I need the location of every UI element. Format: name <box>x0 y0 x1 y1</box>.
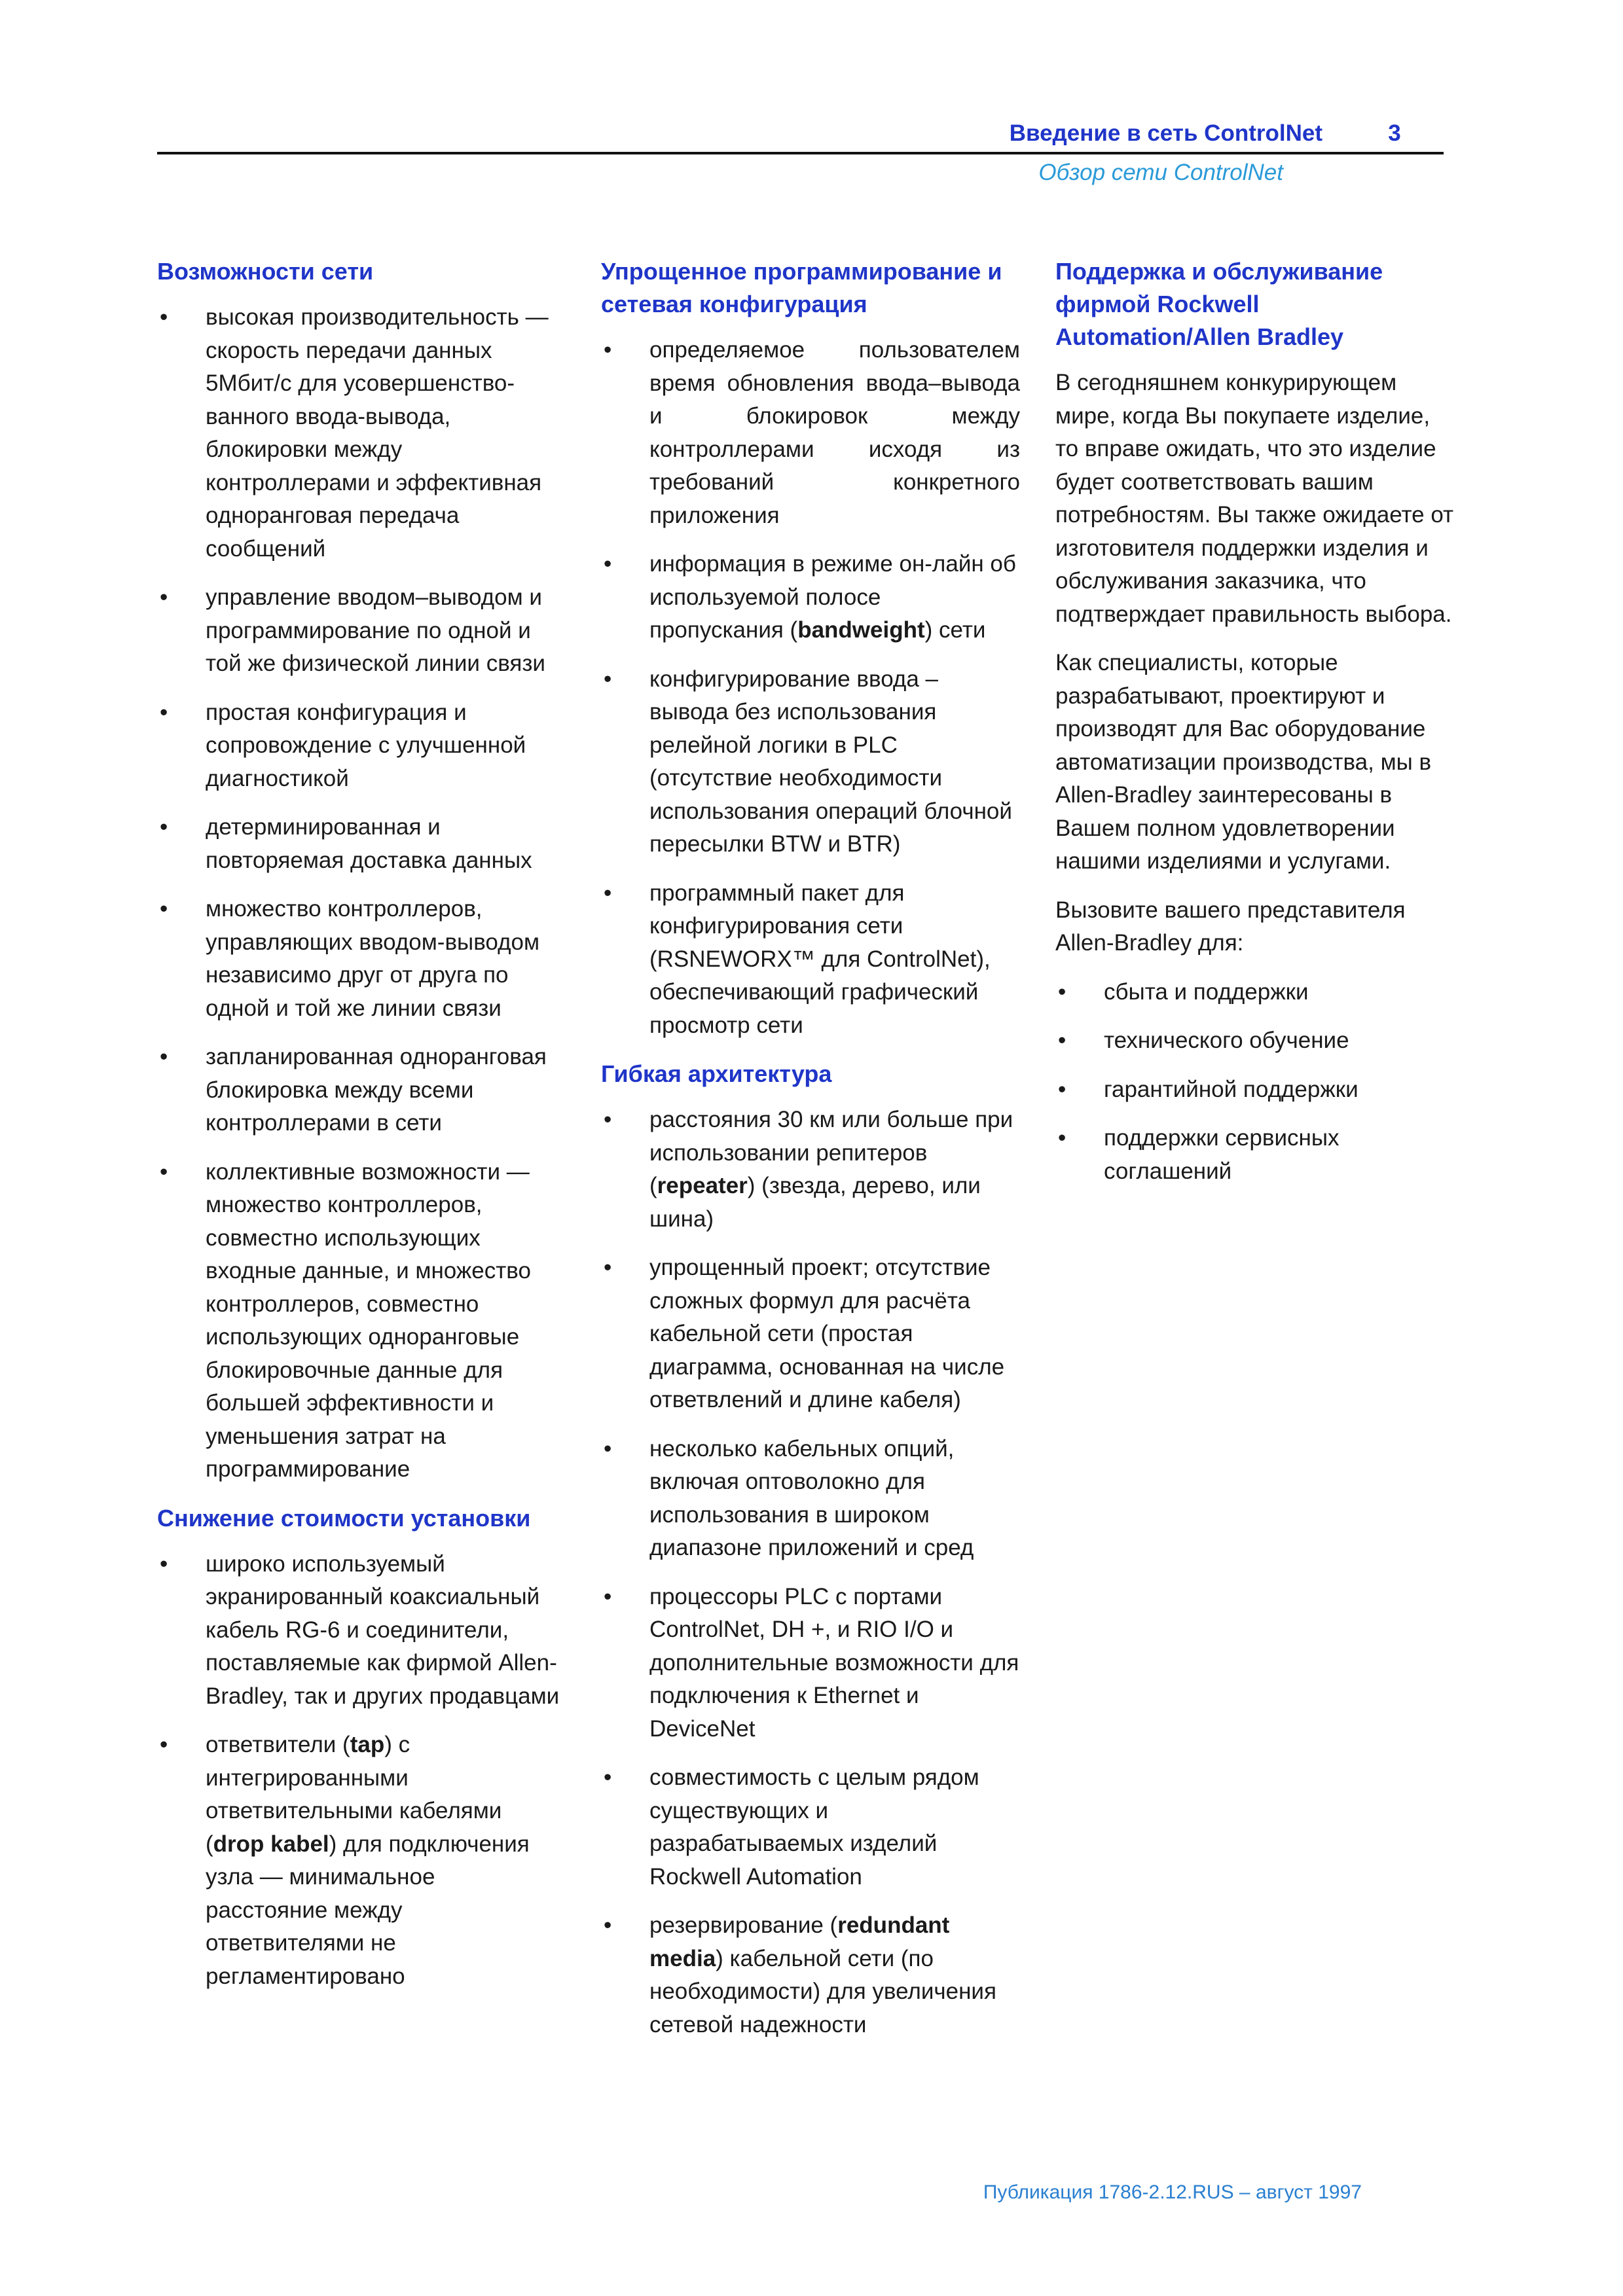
bullet-icon: • <box>160 304 168 330</box>
list-item-text: запланированная одноранговая блокировка между всеми контроллерами в сети <box>206 1044 547 1136</box>
section-heading-support: Поддержка и обслуживание фирмой Rockwell Automation/Allen Bradley <box>1055 258 1383 350</box>
bullet-icon: • <box>160 1732 168 1757</box>
list-item-text: управление вводом–выводом и программирование по одной и той же физической линии связи <box>206 584 545 676</box>
list-item-text: расстояния 30 км или больше при использовании репитеров ( <box>649 1107 1013 1198</box>
list-item-text: ) для подключения узла — минимальное расстояние между ответвителями не регламентировано <box>206 1831 530 1989</box>
bullet-icon: • <box>160 814 168 840</box>
simplified-programming-list <box>601 334 1020 1042</box>
installation-cost-list <box>157 1548 563 1994</box>
support-paragraph: Вызовите вашего представителя Allen-Bradley для: <box>1055 897 1406 956</box>
list-item-text: информация в режиме он-лайн об используемой полосе пропускания ( <box>649 551 1016 643</box>
bullet-icon: • <box>160 1158 168 1185</box>
list-item-text: ) с интегрированными ответвительными кабелями ( <box>206 1732 502 1857</box>
list-item <box>1055 1073 1455 1107</box>
list-item <box>601 548 1020 647</box>
flexible-architecture-list <box>601 1103 1020 2041</box>
keyword-term: drop kabel <box>213 1831 329 1857</box>
list-item <box>601 877 1020 1043</box>
list-item <box>157 811 563 877</box>
list-item <box>601 1103 1020 1236</box>
list-item <box>1055 976 1455 1009</box>
page-number: 3 <box>1388 120 1401 146</box>
keyword-term: bandweight <box>797 617 925 643</box>
list-item-text: ответвители ( <box>206 1732 350 1757</box>
list-item <box>601 1909 1020 2041</box>
list-item-text: ) кабельной сети (по необходимости) для увеличения сетевой надежности <box>649 1945 996 2037</box>
list-item <box>157 893 563 1025</box>
list-item <box>157 1548 563 1713</box>
list-item <box>157 1041 563 1140</box>
list-item <box>157 1729 563 1993</box>
list-item <box>157 301 563 565</box>
section-heading-flexible-architecture: Гибкая архитектура <box>601 1060 832 1087</box>
bullet-icon: • <box>1058 1076 1067 1102</box>
support-paragraph: В сегодняшнем конкурирующем мире, когда Вы покупаете изделие, то вправе ожидать, что это изделие будет соответствовать вашим потребностям. Вы также ожидаете от изготовителя поддержки изделия и обслуживания заказчика, что подтверждает правильность выбора. <box>1055 370 1454 627</box>
bullet-icon: • <box>1058 978 1067 1005</box>
section-heading-installation-cost: Снижение стоимости установки <box>157 1504 531 1532</box>
bullet-icon: • <box>604 551 612 577</box>
bullet-icon: • <box>160 699 168 725</box>
bullet-icon: • <box>604 1255 612 1280</box>
section-heading-simplified-programming: Упрощенное программирование и сетевая конфигурация <box>601 258 1002 317</box>
list-item-text: резервирование ( <box>649 1912 838 1938</box>
running-header-title: Введение в сеть ControlNet <box>1009 120 1322 146</box>
list-item <box>601 1761 1020 1893</box>
bullet-icon: • <box>604 337 612 363</box>
keyword-term: tap <box>350 1732 385 1757</box>
list-item <box>601 1581 1020 1746</box>
bullet-icon: • <box>604 666 612 692</box>
running-header-subtitle: Обзор сети ControlNet <box>1038 160 1283 185</box>
list-item-text: простая конфигурация и сопровождение с улучшенной диагностикой <box>206 699 526 791</box>
bullet-icon: • <box>604 1765 612 1790</box>
bullet-icon: • <box>1058 1125 1067 1151</box>
publication-footer: Публикация 1786-2.12.RUS – август 1997 <box>983 2181 1362 2203</box>
list-item <box>157 696 563 796</box>
keyword-term: redundant media <box>649 1912 950 1971</box>
column-right <box>1055 255 1455 1204</box>
column-left <box>157 255 563 2009</box>
bullet-icon: • <box>1058 1028 1067 1053</box>
bullet-icon: • <box>160 1551 168 1577</box>
list-item-text: упрощенный проект; отсутствие сложных формул для расчёта кабельной сети (простая диаграмма, основанная на числе ответвлений и длине кабеля) <box>649 1255 1005 1412</box>
bullet-icon: • <box>160 1044 168 1069</box>
list-item-text: сбыта и поддержки <box>1104 978 1309 1005</box>
bullet-icon: • <box>604 1107 612 1132</box>
column-middle <box>601 255 1020 2057</box>
support-services-list <box>1055 976 1455 1189</box>
list-item-text: множество контроллеров, управляющих вводом-выводом независимо друг от друга по одной и той же линии связи <box>206 896 540 1021</box>
bullet-icon: • <box>604 880 612 906</box>
bullet-icon: • <box>604 1583 612 1609</box>
list-item <box>601 1433 1020 1565</box>
list-item <box>1055 1024 1455 1058</box>
list-item-text: поддержки сервисных соглашений <box>1104 1125 1340 1184</box>
list-item-text: программный пакет для конфигурирования сети (RSNEWORX™ для ControlNet), обеспечивающий графический просмотр сети <box>649 880 991 1038</box>
list-item-text: определяемое пользователем время обновления ввода–вывода и блокировок между контроллерами исходя из требований конкретного приложения <box>649 337 1020 528</box>
list-item-text: ) сети <box>924 617 986 643</box>
list-item <box>601 1251 1020 1417</box>
list-item-text: несколько кабельных опций, включая оптоволокно для использования в широком диапазоне приложений и сред <box>649 1435 974 1560</box>
section-heading-network-features: Возможности сети <box>157 258 374 285</box>
list-item <box>601 334 1020 532</box>
bullet-icon: • <box>160 896 168 922</box>
list-item <box>157 581 563 681</box>
list-item-text: ) (звезда, дерево, или шина) <box>649 1173 981 1232</box>
list-item <box>157 1156 563 1486</box>
list-item-text: совместимость с целым рядом существующих и разрабатываемых изделий Rockwell Automation <box>649 1765 979 1890</box>
list-item-text: процессоры PLC с портами ControlNet, DH +, и RIO I/O и дополнительные возможности для подключения к Ethernet и DeviceNet <box>649 1583 1019 1742</box>
bullet-icon: • <box>160 584 168 610</box>
list-item-text: высокая производительность —скорость передачи данных 5Мбит/с для усовершенство-ванного ввода-вывода, блокировки между контроллерами и эффективная одноранговая передача сообщений <box>206 304 549 562</box>
header-rule <box>157 152 1444 154</box>
list-item-text: технического обучение <box>1104 1028 1349 1053</box>
list-item-text: детерминированная и повторяемая доставка данных <box>206 814 532 873</box>
list-item-text: широко используемый экранированный коаксиальный кабель RG-6 и соединители, поставляемые как фирмой Allen-Bradley, так и других продавцами <box>206 1551 560 1709</box>
bullet-icon: • <box>604 1912 612 1938</box>
list-item-text: гарантийной поддержки <box>1104 1076 1359 1102</box>
list-item-text: конфигурирование ввода – вывода без использования релейной логики в PLC (отсутствие необходимости использования операций блочной пересылки BTW и BTR) <box>649 666 1012 857</box>
list-item-text: коллективные возможности — множество контроллеров, совместно использующих входные данные, и множество контроллеров, совместно использующих одноранговые блокировочные данные для большей эффективности и уменьшения затрат на программирование <box>206 1158 531 1482</box>
list-item <box>601 663 1020 861</box>
keyword-term: repeater <box>657 1173 748 1198</box>
list-item <box>1055 1122 1455 1188</box>
network-features-list <box>157 301 563 1486</box>
bullet-icon: • <box>604 1435 612 1462</box>
support-paragraph: Как специалисты, которые разрабатывают, проектируют и производят для Вас оборудование автоматизации производства, мы в Allen-Bradley заинтересованы в Вашем полном удовлетворении нашими изделиями и услугами. <box>1055 650 1432 874</box>
